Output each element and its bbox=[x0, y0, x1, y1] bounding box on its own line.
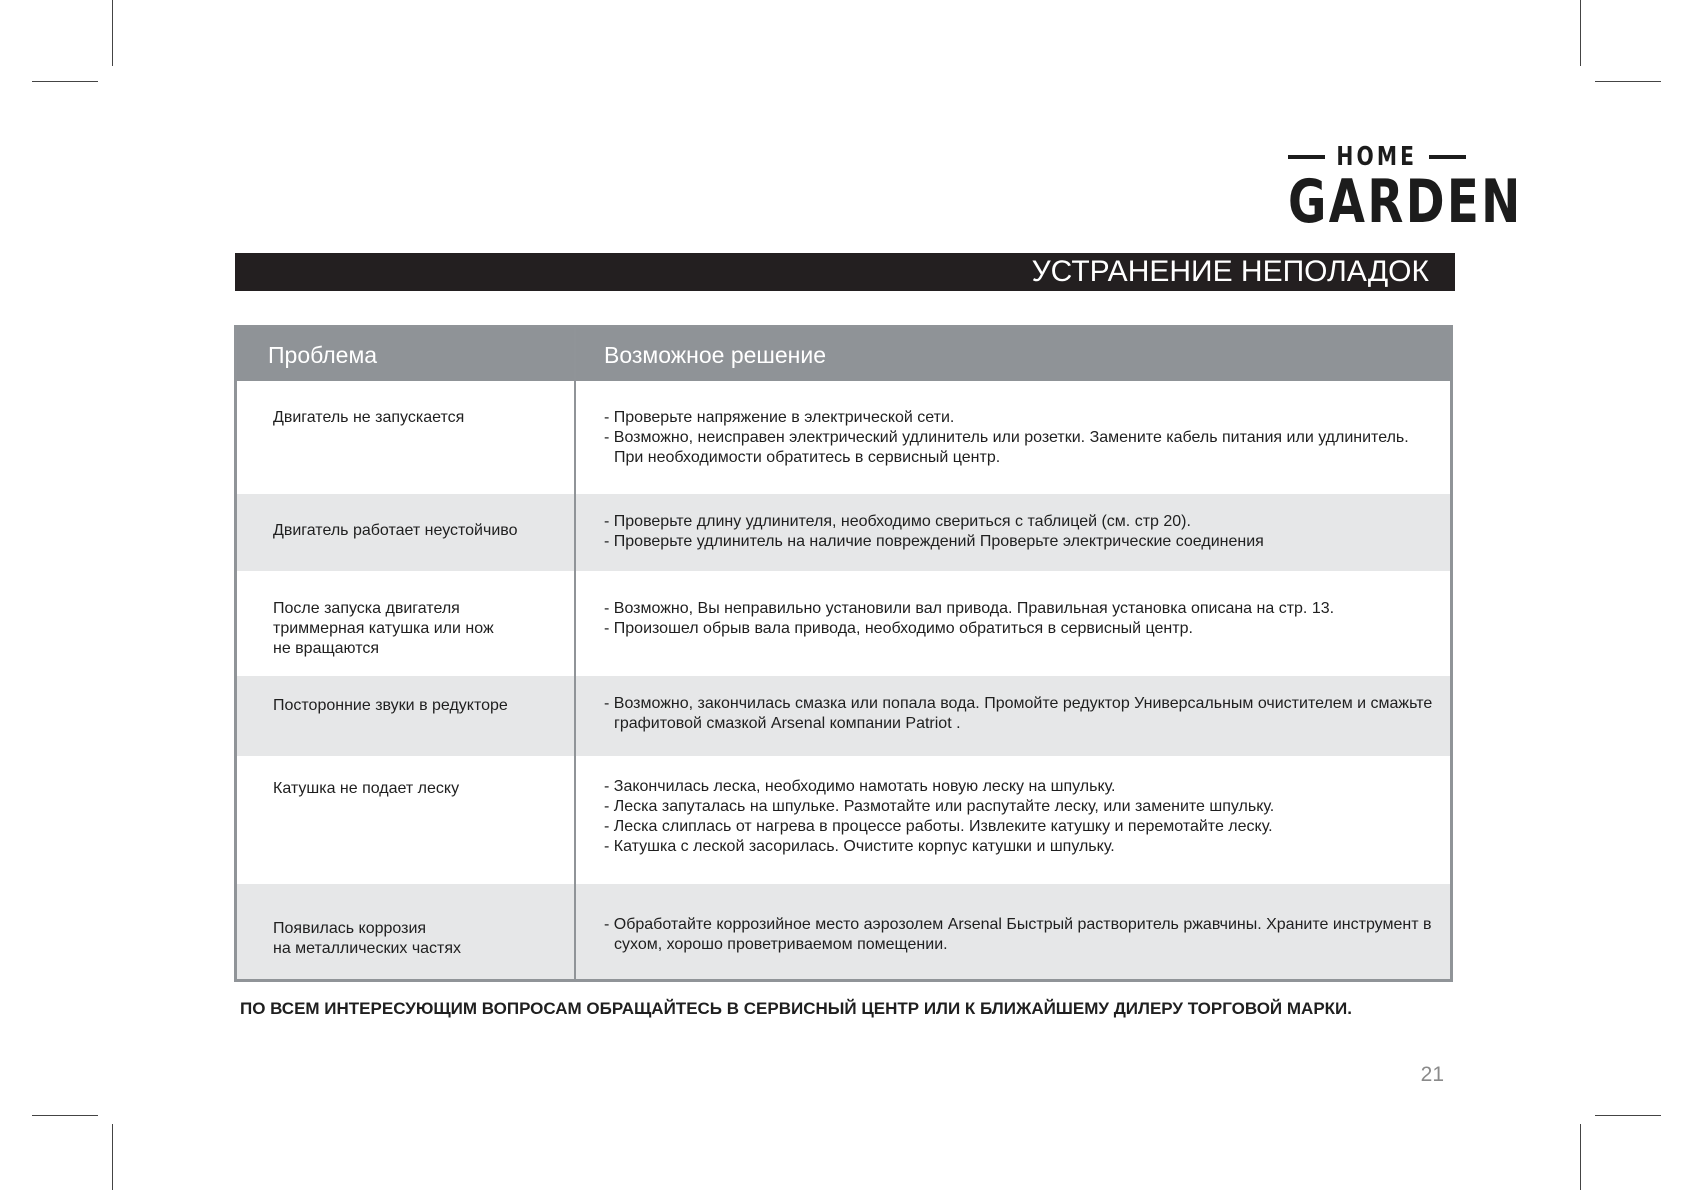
header-problem: Проблема bbox=[268, 342, 378, 368]
table-row bbox=[237, 381, 1450, 494]
crop-mark bbox=[1595, 81, 1661, 82]
problem-cell bbox=[273, 599, 563, 659]
troubleshooting-table bbox=[234, 325, 1453, 982]
solution-text: - Проверьте напряжение в электрической сети. bbox=[604, 409, 955, 426]
solution-text: - Закончилась леска, необходимо намотать новую леску на шпульку. bbox=[604, 778, 1116, 795]
crop-mark bbox=[1580, 1124, 1581, 1190]
solution-text: - Возможно, неисправен электрический удлинитель или розетки. Замените кабель питания или удлинитель. При необходимости обратитесь в сервисный центр. bbox=[604, 429, 1409, 466]
table-header bbox=[237, 328, 1450, 381]
solution-text: - Леска запуталась на шпульке. Размотайте или распутайте леску, или замените шпульку. bbox=[604, 798, 1275, 815]
problem-cell bbox=[273, 779, 563, 799]
solution-cell bbox=[604, 915, 1434, 955]
logo-bar-left bbox=[1288, 155, 1325, 159]
solution-cell bbox=[604, 599, 1434, 639]
solution-cell bbox=[604, 694, 1434, 734]
logo-garden-text: GARDEN bbox=[1288, 167, 1523, 237]
problem-text: триммерная катушка или нож bbox=[273, 620, 494, 637]
crop-mark bbox=[1595, 1115, 1661, 1116]
solution-cell bbox=[604, 512, 1434, 552]
solution-text: - Проверьте удлинитель на наличие повреждений Проверьте электрические соединения bbox=[604, 533, 1264, 550]
logo-bar-right bbox=[1429, 155, 1466, 159]
home-garden-logo bbox=[1288, 142, 1523, 237]
problem-text: Двигатель работает неустойчиво bbox=[273, 522, 518, 539]
crop-mark bbox=[32, 1115, 98, 1116]
problem-text: Двигатель не запускается bbox=[273, 409, 465, 426]
problem-cell bbox=[273, 919, 563, 959]
table-row bbox=[237, 494, 1450, 571]
footer-note: ПО ВСЕМ ИНТЕРЕСУЮЩИМ ВОПРОСАМ ОБРАЩАЙТЕСЬ В СЕРВИСНЫЙ ЦЕНТР ИЛИ К БЛИЖАЙШЕМУ ДИЛЕРУ ТОРГОВОЙ МАРКИ. bbox=[240, 999, 1352, 1018]
crop-mark bbox=[32, 81, 98, 82]
problem-text: не вращаются bbox=[273, 640, 379, 657]
solution-text: - Проверьте длину удлинителя, необходимо свериться с таблицей (см. стр 20). bbox=[604, 513, 1191, 530]
column-divider bbox=[574, 328, 576, 979]
table-row bbox=[237, 676, 1450, 756]
problem-cell bbox=[273, 408, 563, 428]
page-number: 21 bbox=[1420, 1063, 1444, 1086]
problem-text: Появилась коррозия bbox=[273, 920, 427, 937]
solution-text: - Обработайте коррозийное место аэрозолем Arsenal Быстрый растворитель ржавчины. Храните инструмент в сухом, хорошо проветриваемом помещении. bbox=[604, 916, 1432, 953]
logo-home-text: HOME bbox=[1336, 142, 1418, 172]
solution-text: - Возможно, закончилась смазка или попала вода. Промойте редуктор Универсальным очистителем и смажьте графитовой смазкой Arsenal компании Patriot . bbox=[604, 695, 1433, 732]
solution-text: - Леска слиплась от нагрева в процессе работы. Извлеките катушку и перемотайте леску. bbox=[604, 818, 1273, 835]
problem-text: Катушка не подает леску bbox=[273, 780, 460, 797]
table-row bbox=[237, 756, 1450, 884]
crop-mark bbox=[112, 0, 113, 66]
problem-cell bbox=[273, 521, 563, 541]
crop-mark bbox=[1580, 0, 1581, 66]
crop-mark bbox=[112, 1124, 113, 1190]
header-solution: Возможное решение bbox=[604, 342, 826, 368]
section-title-bar bbox=[235, 253, 1455, 291]
section-title: УСТРАНЕНИЕ НЕПОЛАДОК bbox=[1031, 255, 1429, 288]
problem-text: Посторонние звуки в редукторе bbox=[273, 697, 508, 714]
table-row bbox=[237, 884, 1450, 979]
solution-text: - Возможно, Вы неправильно установили вал привода. Правильная установка описана на стр. 13. bbox=[604, 600, 1335, 617]
solution-cell bbox=[604, 408, 1434, 468]
problem-text: После запуска двигателя bbox=[273, 600, 460, 617]
solution-text: - Произошел обрыв вала привода, необходимо обратиться в сервисный центр. bbox=[604, 620, 1193, 637]
problem-cell bbox=[273, 696, 563, 716]
solution-cell bbox=[604, 777, 1434, 857]
solution-text: - Катушка с леской засорилась. Очистите корпус катушки и шпульку. bbox=[604, 838, 1115, 855]
table-row bbox=[237, 571, 1450, 676]
problem-text: на металлических частях bbox=[273, 940, 462, 957]
